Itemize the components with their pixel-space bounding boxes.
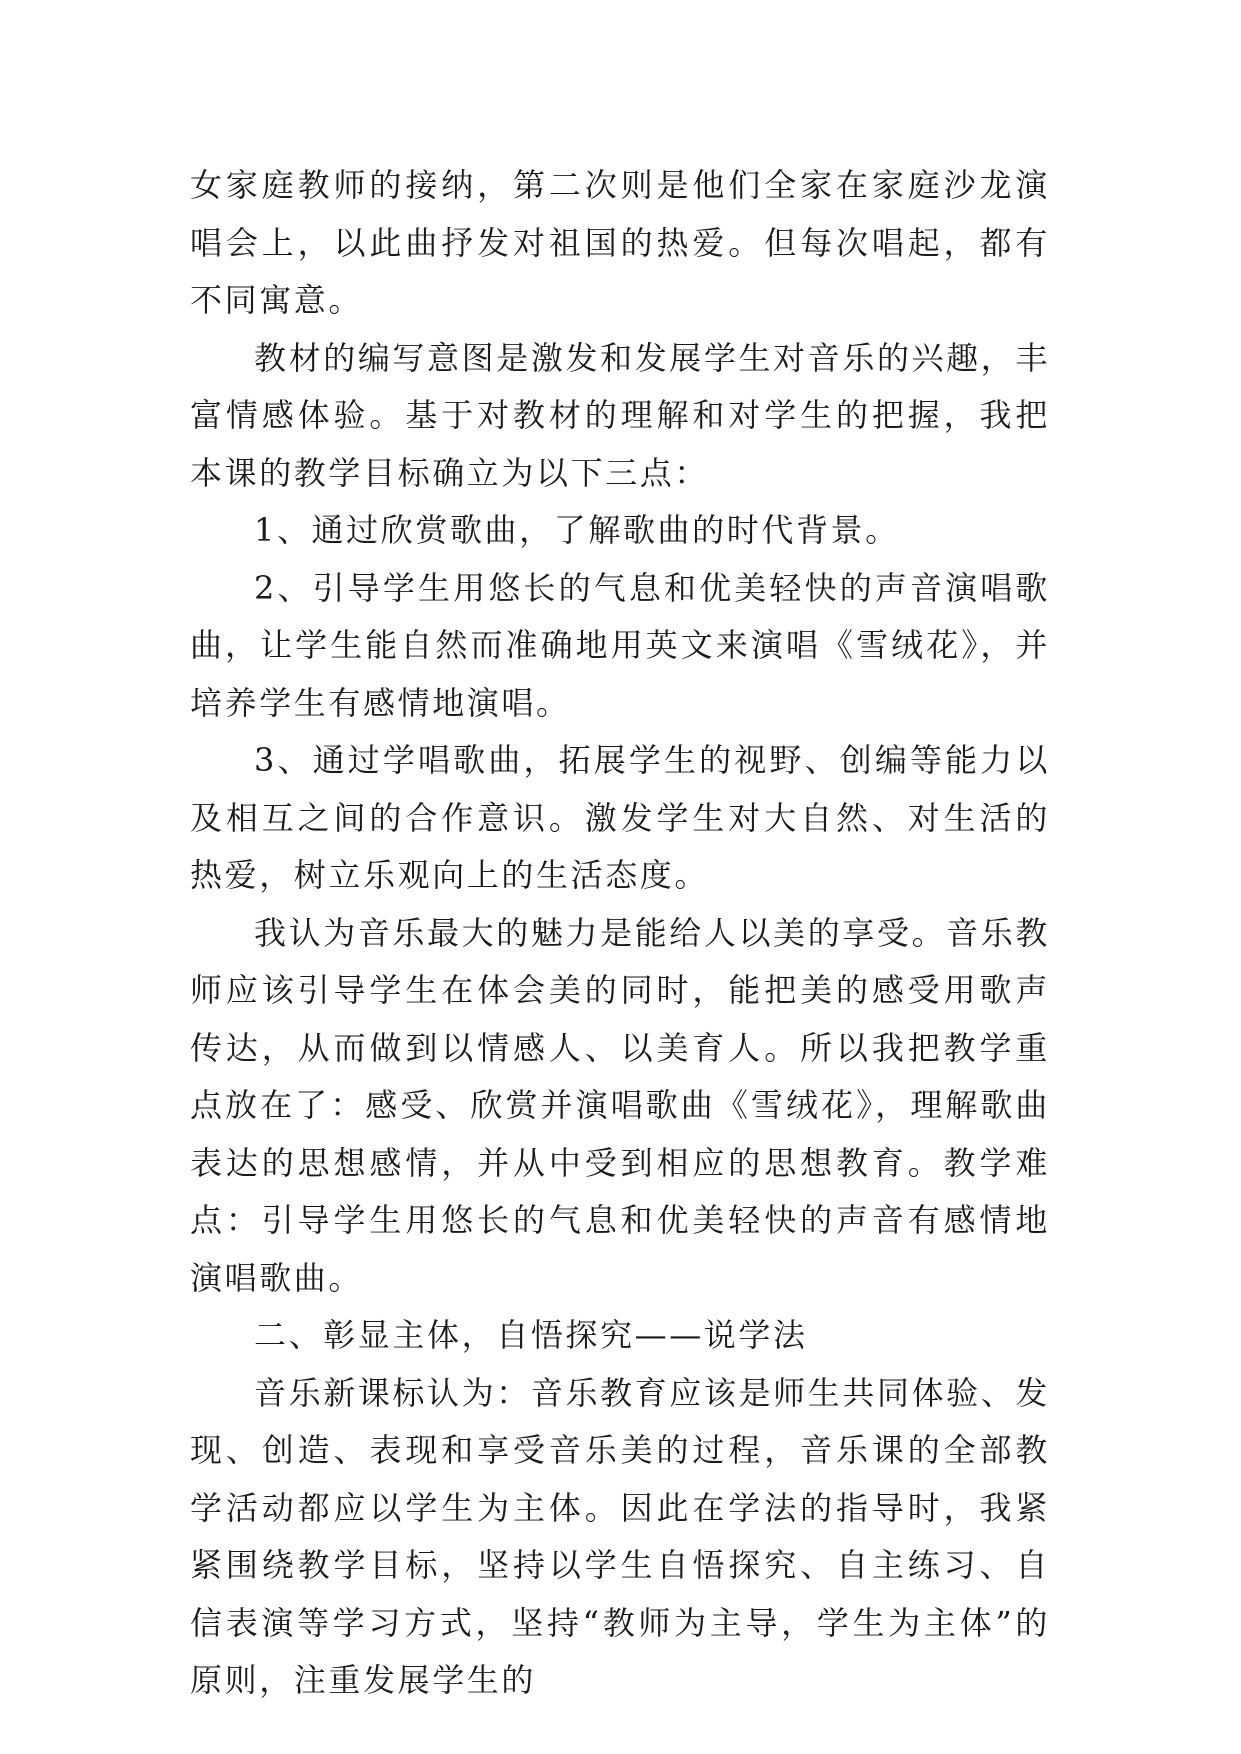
section-heading-learning-method: 二、彰显主体，自悟探究——说学法	[254, 1316, 808, 1354]
document-body	[190, 157, 1050, 1710]
paragraph-continuation: 女家庭教师的接纳，第二次则是他们全家在家庭沙龙演唱会上，以此曲抒发对祖国的热爱。但每次唱起，都有不同寓意。	[190, 166, 1050, 319]
paragraph-textbook-intent: 教材的编写意图是激发和发展学生对音乐的兴趣，丰富情感体验。基于对教材的理解和对学生的把握，我把本课的教学目标确立为以下三点：	[190, 338, 1050, 492]
paragraph-key-points: 我认为音乐最大的魅力是能给人以美的享受。音乐教师应该引导学生在体会美的同时，能把美的感受用歌声传达，从而做到以情感人、以美育人。所以我把教学重点放在了：感受、欣赏并演唱歌曲《雪绒花》，理解歌曲表达的思想感情，并从中受到相应的思想教育。教学难点：引导学生用悠长的气息和优美轻快的声音有感情地演唱歌曲。	[190, 913, 1050, 1297]
paragraph-learning-method: 音乐新课标认为：音乐教育应该是师生共同体验、发现、创造、表现和享受音乐美的过程，音乐课的全部教学活动都应以学生为主体。因此在学法的指导时，我紧紧围绕教学目标，坚持以学生自悟探究、自主练习、自信表演等学习方式，坚持“教师为主导，学生为主体”的原则，注重发展学生的	[190, 1373, 1050, 1699]
paragraph-goal-1: 1、通过欣赏歌曲，了解歌曲的时代背景。	[254, 511, 900, 549]
paragraph-goal-3: 3、通过学唱歌曲，拓展学生的视野、创编等能力以及相互之间的合作意识。激发学生对大自然、对生活的热爱，树立乐观向上的生活态度。	[190, 741, 1050, 894]
paragraph-goal-2: 2、引导学生用悠长的气息和优美轻快的声音演唱歌曲，让学生能自然而准确地用英文来演唱《雪绒花》，并培养学生有感情地演唱。	[190, 568, 1050, 722]
